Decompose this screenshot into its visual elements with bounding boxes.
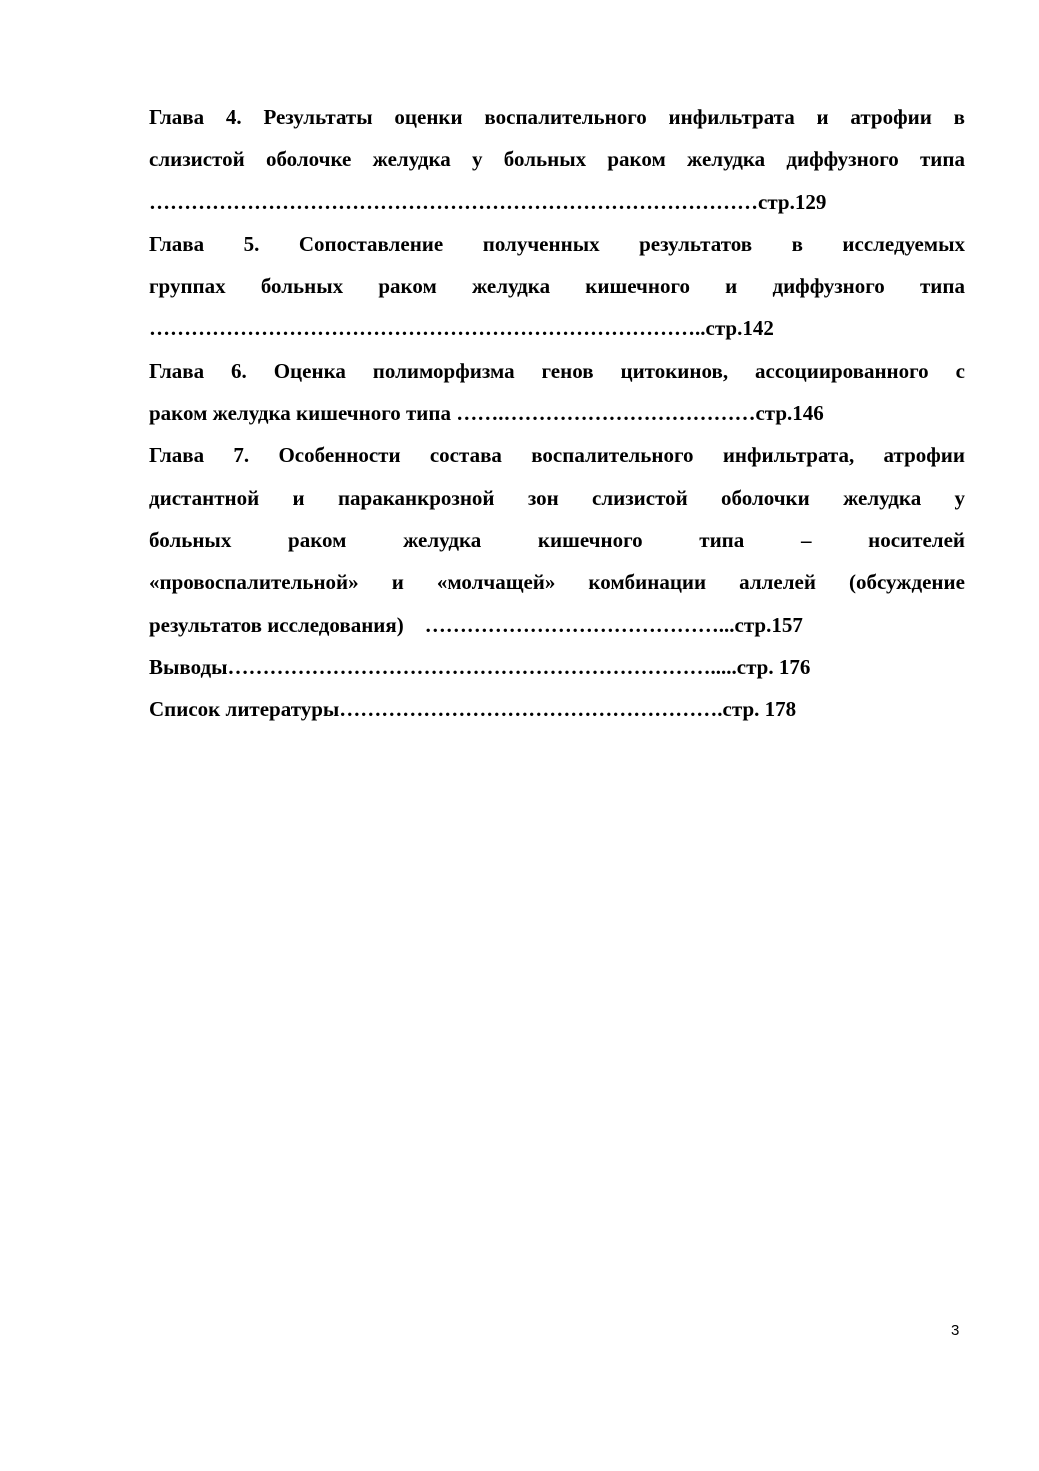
toc-entry-chapter-5-line-2 — [149, 265, 965, 307]
toc-entry-references: Список литературы……………………………………………….стр. 178 — [149, 697, 797, 722]
word: желудка — [403, 527, 482, 552]
word: Глава — [149, 358, 205, 383]
toc-entry-chapter-5-page: ……………………………………………………………………..стр.142 — [149, 316, 774, 341]
word: исследуемых — [842, 231, 965, 256]
word: типа — [919, 274, 965, 299]
word: полученных — [482, 231, 600, 256]
word: 6. — [231, 358, 247, 383]
word: и — [391, 570, 404, 595]
word: желудка — [843, 485, 922, 510]
word: дистантной — [149, 485, 260, 510]
word: 7. — [233, 443, 250, 468]
word: раком — [607, 147, 666, 172]
word: 5. — [243, 231, 260, 256]
word: слизистой — [149, 147, 245, 172]
word: зон — [527, 485, 559, 510]
page-number: 3 — [951, 1322, 960, 1339]
word: в — [953, 105, 965, 129]
word: «молчащей» — [436, 570, 556, 595]
word: «провоспалительной» — [149, 570, 359, 595]
word: оболочки — [721, 485, 810, 510]
word: с — [955, 358, 965, 383]
word: типа — [699, 527, 745, 552]
toc-entry-chapter-6-page: раком желудка кишечного типа …….………………………………стр.146 — [149, 401, 824, 426]
word: больных — [149, 527, 232, 552]
toc-entry-chapter-7-line-3 — [149, 519, 965, 561]
word: цитокинов, — [620, 358, 729, 383]
toc-entry-chapter-6-line-1 — [149, 350, 965, 392]
word: инфильтрата, — [722, 443, 855, 468]
word: атрофии — [883, 443, 965, 468]
word: Глава — [149, 231, 205, 256]
word: полиморфизма — [372, 358, 515, 383]
word: ассоциированного — [755, 358, 929, 383]
word: воспалительного — [531, 443, 694, 468]
word: Особенности — [278, 443, 401, 468]
toc-entry-chapter-4-page: ……………………………………………………………………………стр.129 — [149, 189, 827, 214]
toc-entry-chapter-7-line-2 — [149, 477, 965, 519]
toc-entry-chapter-5-line-1 — [149, 223, 965, 265]
word: генов — [541, 358, 594, 383]
word: оценки — [394, 105, 463, 129]
table-of-contents — [149, 96, 965, 730]
word: состава — [429, 443, 502, 468]
word: у — [954, 485, 965, 510]
word: параканкрозной — [337, 485, 495, 510]
word: типа — [919, 147, 965, 172]
word: кишечного — [537, 527, 643, 552]
toc-entry-chapter-4-line-1 — [149, 96, 965, 138]
word: больных — [260, 274, 344, 299]
word: Сопоставление — [298, 231, 444, 256]
word: оболочке — [265, 147, 352, 172]
word: желудка — [687, 147, 766, 172]
word: диффузного — [772, 274, 885, 299]
word: Результаты — [263, 105, 373, 129]
toc-entry-chapter-7-line-1 — [149, 434, 965, 476]
word: 4. — [225, 105, 242, 129]
word: (обсуждение — [848, 570, 965, 595]
word: у — [472, 147, 483, 172]
word: комбинации — [588, 570, 707, 595]
word: и — [292, 485, 305, 510]
word: атрофии — [850, 105, 932, 129]
word: и — [725, 274, 738, 299]
word: в — [791, 231, 803, 256]
word: больных — [503, 147, 587, 172]
word: Оценка — [273, 358, 346, 383]
toc-entry-chapter-7-page: результатов исследования) ……………………………………...стр.157 — [149, 612, 803, 637]
word: раком — [288, 527, 347, 552]
word: результатов — [639, 231, 753, 256]
toc-entry-conclusions: Выводы…………………………………………………………….....стр. 176 — [149, 654, 811, 679]
word: желудка — [372, 147, 451, 172]
word: слизистой — [592, 485, 688, 510]
word: кишечного — [585, 274, 690, 299]
toc-entry-chapter-4-line-2 — [149, 138, 965, 180]
toc-entry-chapter-7-line-4 — [149, 561, 965, 603]
word: желудка — [471, 274, 551, 299]
word: – — [800, 527, 812, 552]
word: Глава — [149, 443, 205, 468]
word: аллелей — [739, 570, 816, 595]
word: раком — [378, 274, 437, 299]
word: носителей — [868, 527, 965, 552]
word: и — [816, 105, 829, 129]
word: воспалительного — [484, 105, 647, 129]
word: Глава — [149, 105, 205, 129]
word: группах — [149, 274, 226, 299]
word: инфильтрата — [668, 105, 795, 129]
word: диффузного — [786, 147, 899, 172]
